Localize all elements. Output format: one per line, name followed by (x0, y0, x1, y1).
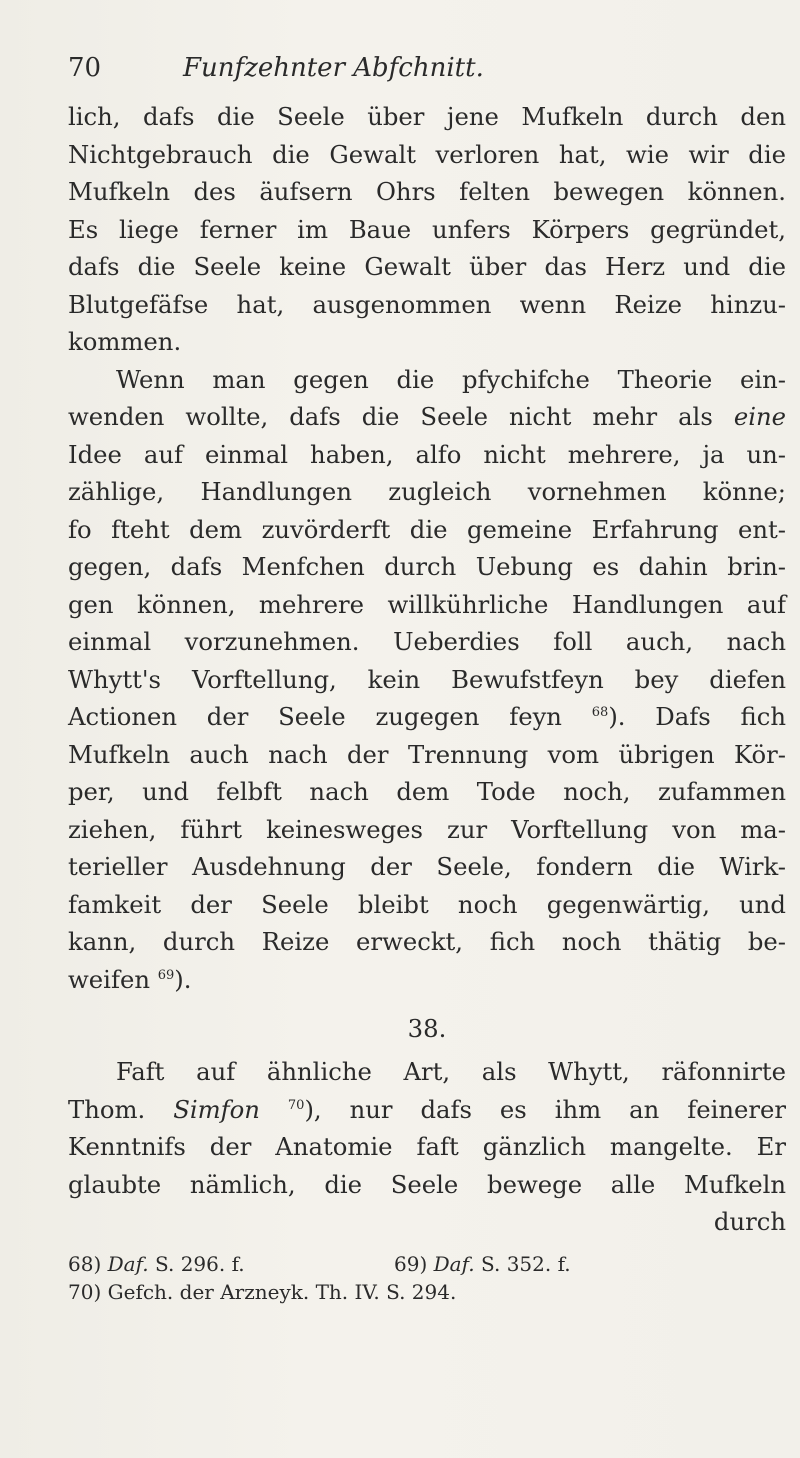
text-line: lich, dafs die Seele über jene Mufkeln durch den (68, 102, 786, 131)
footnote-text: Gefch. der Arzneyk. Th. IV. S. 294. (107, 1280, 457, 1304)
text-line: Faft auf ähnliche Art, als Whytt, räfonnirte (116, 1057, 786, 1086)
text-line: kann, durch Reize erweckt, fich noch thätig be- (68, 927, 786, 956)
text-line: Mufkeln auch nach der Trennung vom übrigen Kör- (68, 739, 786, 769)
text-run: ). Dafs fich (608, 702, 786, 731)
paragraph-1 (68, 98, 786, 361)
section-number: 38. (407, 1014, 447, 1043)
footnote-70 (68, 1278, 456, 1306)
body-text (68, 98, 786, 998)
footnote-number: 68) (68, 1252, 102, 1276)
text-line: Blutgefäfse hat, ausgenommen wenn Reize hinzu- (68, 289, 786, 319)
text-line: ziehen, führt keinesweges zur Vorftellung von ma- (68, 814, 786, 844)
text-run: ). (174, 964, 192, 994)
page-header (68, 48, 768, 88)
catchword: durch (713, 1207, 786, 1236)
emphasis-text: Simfon (173, 1094, 260, 1124)
footnote-text: S. 352. f. (481, 1252, 571, 1276)
footnote-69 (394, 1250, 571, 1278)
paragraph-3 (68, 1053, 786, 1203)
footnote-68 (68, 1250, 245, 1278)
text-run: ), nur dafs es ihm an feinerer (304, 1094, 786, 1124)
footnote-row (68, 1278, 786, 1306)
emphasis-text: Daf. (107, 1252, 149, 1276)
text-run: wenden wollte, dafs die Seele nicht mehr als (68, 402, 713, 431)
text-line: zählige, Handlungen zugleich vornehmen könne; (68, 477, 786, 506)
text-run: Actionen der Seele zugegen feyn (68, 702, 562, 731)
footnote-ref: 68 (591, 704, 609, 720)
footnote-ref: 69 (157, 967, 175, 983)
text-line: Whytt's Vorftellung, kein Bewufstfeyn bey diefen (68, 664, 786, 694)
emphasis-text: eine (733, 402, 786, 431)
text-line: gegen, dafs Menfchen durch Uebung es dahin brin- (68, 552, 786, 581)
running-title: Funfzehnter Abfchnitt. (183, 53, 484, 83)
text-line: fo fteht dem zuvörderft die gemeine Erfahrung ent- (68, 514, 786, 544)
footnote-number: 70) (68, 1280, 102, 1304)
text-line: Mufkeln des äufsern Ohrs felten bewegen können. (68, 177, 786, 206)
page-number: 70 (68, 53, 102, 83)
text-line: per, und felbft nach dem Tode noch, zufammen (68, 777, 786, 806)
text-run: Thom. (68, 1094, 146, 1124)
text-line: kommen. (68, 327, 182, 356)
footnotes (68, 1250, 786, 1306)
text-line: Kenntnifs der Anatomie faft gänzlich mangelte. Er (68, 1132, 786, 1161)
text-line: glaubte nämlich, die Seele bewege alle Mufkeln (68, 1169, 786, 1199)
text-line: Wenn man gegen die pfychifche Theorie ein- (116, 364, 786, 394)
text-line (68, 961, 786, 999)
text-line: einmal vorzunehmen. Ueberdies foll auch, nach (68, 627, 786, 656)
text-line: Nichtgebrauch die Gewalt verloren hat, wie wir die (68, 139, 786, 169)
footnote-text: S. 296. f. (155, 1252, 245, 1276)
text-line: Idee auf einmal haben, alfo nicht mehrere, ja un- (68, 439, 786, 469)
footnote-number: 69) (394, 1252, 428, 1276)
text-line: terieller Ausdehnung der Seele, fondern die Wirk- (68, 852, 786, 881)
text-line (68, 1091, 786, 1129)
text-line: dafs die Seele keine Gewalt über das Herz und die (68, 252, 786, 281)
text-line: famkeit der Seele bleibt noch gegenwärtig, und (68, 889, 786, 919)
text-line: gen können, mehrere willkührliche Handlungen auf (68, 589, 786, 619)
paragraph-2 (68, 361, 786, 999)
footnote-row (68, 1250, 786, 1278)
emphasis-text: Daf. (433, 1252, 475, 1276)
text-run: weifen (68, 964, 150, 994)
text-line (68, 698, 786, 736)
text-line: Es liege ferner im Baue unfers Körpers gegründet, (68, 214, 786, 244)
text-line (68, 398, 786, 436)
footnote-ref: 70 (287, 1097, 305, 1113)
